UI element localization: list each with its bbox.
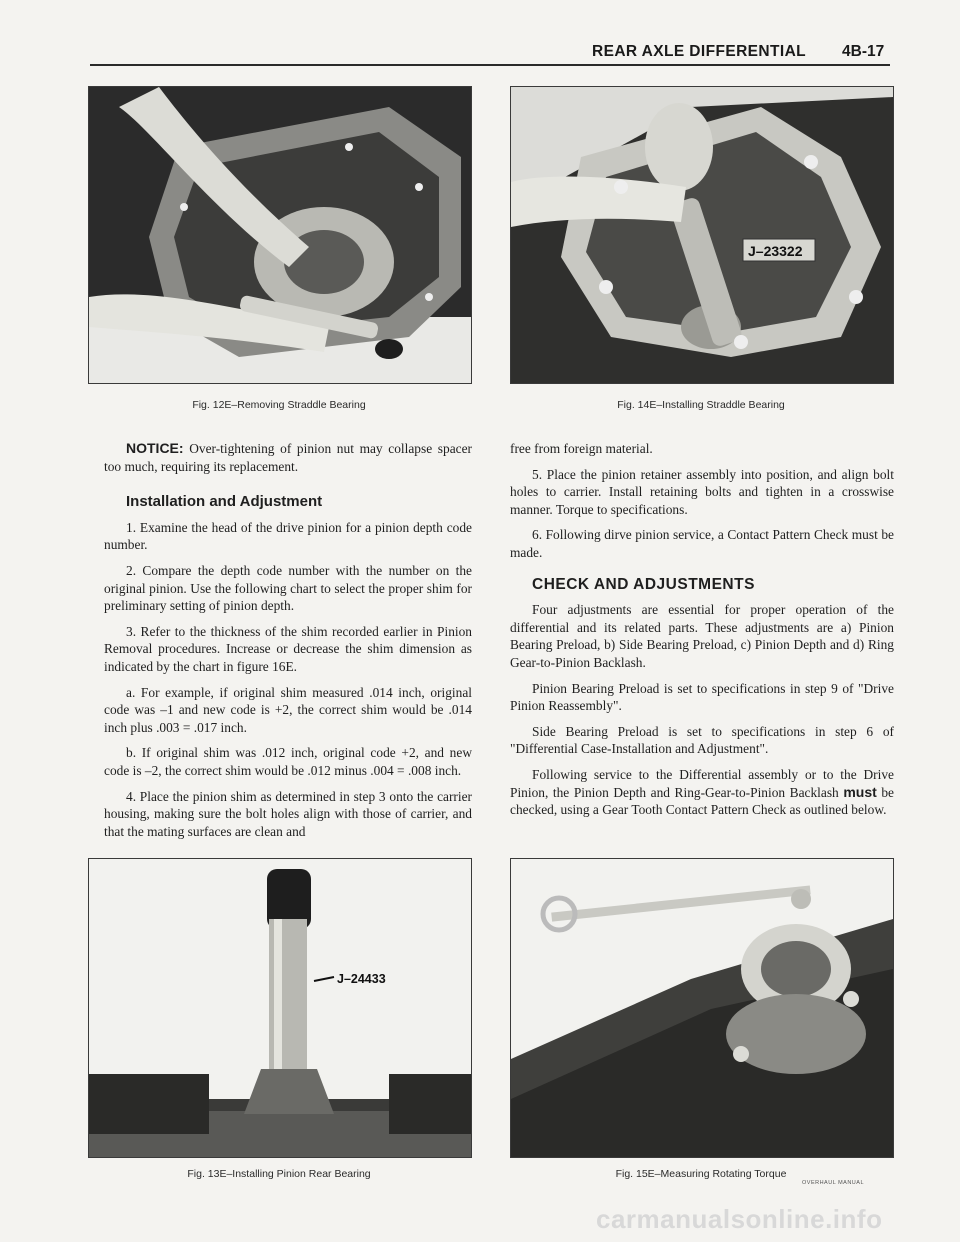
figure-15e-photo <box>510 858 894 1158</box>
paragraph: 6. Following dirve pinion service, a Contact Pattern Check must be made. <box>510 527 894 560</box>
page-number: 4B-17 <box>842 43 885 60</box>
paragraph: Four adjustments are essential for proper operation of the differential and its related parts. These adjustments are a) Pinion Bearing Preload, b) Side Bearing Preload, c) Pinion Depth and d) Ring Gear-to-Pinion Backlash. <box>510 602 894 670</box>
notice-text: Over-tightening of pinion nut may collapse spacer too much, requiring its replacement. <box>104 441 472 474</box>
notice-paragraph <box>104 440 472 475</box>
final-paragraph-start: Following service to the Differential assembly or to the Drive Pinion, the Pinion Depth and Ring-Gear-to-Pinion Backlash <box>510 766 894 800</box>
paragraph: 3. Refer to the thickness of the shim recorded earlier in Pinion Removal procedures. Increase or decrease the shim dimension as indicated by the chart in figure 16E. <box>104 623 472 674</box>
figure-13e-caption: Fig. 13E–Installing Pinion Rear Bearing <box>187 1168 371 1180</box>
paragraph: Pinion Bearing Preload is set to specifications in step 9 of "Drive Pinion Reassembly". <box>510 680 894 714</box>
tool-label-j23322: J–23322 <box>748 243 803 259</box>
installation-heading: Installation and Adjustment <box>126 493 323 511</box>
continued-text: free from foreign material. <box>510 441 653 456</box>
final-paragraph-end: be checked, using a Gear Tooth Contact Pattern Check as outlined below. <box>510 784 894 818</box>
must-emphasis: must <box>843 783 877 800</box>
figure-14e-photo <box>510 86 894 384</box>
tool-label-j24433: J–24433 <box>337 972 386 986</box>
paragraph: 1. Examine the head of the drive pinion for a pinion depth code number. <box>104 519 472 553</box>
paragraph: 5. Place the pinion retainer assembly into position, and align bolt holes to carrier. Install retaining bolts and tighten in a crosswise manner. Torque to specifications. <box>510 466 894 517</box>
paragraph: b. If original shim was .012 inch, original code +2, and new code is –2, the correct shim would be .012 minus .004 = .008 inch. <box>104 745 472 778</box>
site-watermark: carmanualsonline.info <box>596 1204 883 1234</box>
left-text-column <box>104 440 472 848</box>
paragraph: 4. Place the pinion shim as determined in step 3 onto the carrier housing, making sure the bolt holes align with those of carrier, and that the mating surfaces are clean and <box>104 788 472 839</box>
paragraph: Side Bearing Preload is set to specifications in step 6 of "Differential Case-Installation and Adjustment". <box>510 723 894 757</box>
figure-14e-caption: Fig. 14E–Installing Straddle Bearing <box>617 399 785 411</box>
paragraph: 2. Compare the depth code number with the number on the original pinion. Use the following chart to select the proper shim for preliminary setting of pinion depth. <box>104 562 472 614</box>
final-paragraph <box>510 766 894 819</box>
header-divider <box>90 64 890 66</box>
notice-label: NOTICE: <box>126 440 184 456</box>
section-title: REAR AXLE DIFFERENTIAL <box>592 43 807 60</box>
figure-12e-caption: Fig. 12E–Removing Straddle Bearing <box>192 399 366 411</box>
right-text-column <box>510 440 894 827</box>
figure-12e-photo <box>88 86 472 384</box>
figure-13e-photo <box>88 858 472 1158</box>
overhaul-manual-watermark: OVERHAUL MANUAL <box>802 1180 865 1186</box>
paragraph: a. For example, if original shim measured .014 inch, original code was –1 and new code is +2, the correct shim would be .014 inch plus .003 = .017 inch. <box>104 684 472 735</box>
figure-15e-caption: Fig. 15E–Measuring Rotating Torque <box>615 1168 787 1180</box>
check-adjustments-heading: CHECK AND ADJUSTMENTS <box>532 575 755 593</box>
